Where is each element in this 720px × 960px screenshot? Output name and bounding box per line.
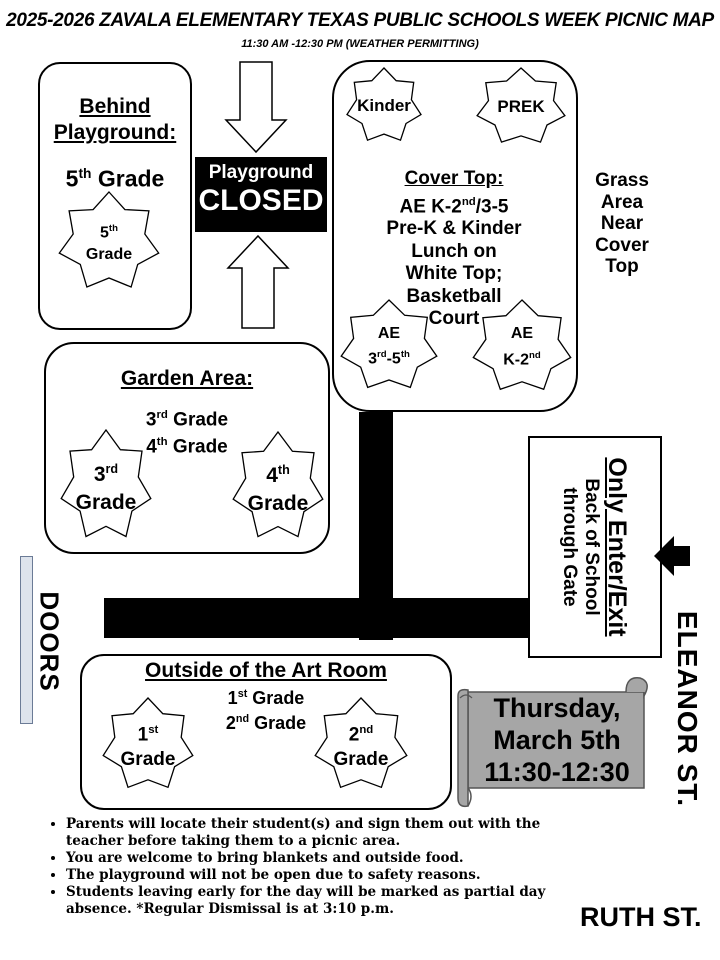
grass-line4: Cover bbox=[595, 234, 649, 256]
entrance-line2: Back of School bbox=[581, 478, 602, 616]
fifth-grade-num: 5 bbox=[65, 165, 79, 192]
behind-playground-heading-2: Playground: bbox=[53, 121, 177, 144]
art-g2-num: 2 bbox=[225, 713, 236, 733]
fifth-grade-label bbox=[40, 162, 190, 191]
event-date-text bbox=[470, 692, 644, 788]
cover-top-grades bbox=[350, 191, 558, 219]
star1-num: 1 bbox=[137, 724, 149, 746]
ae1-top: AE bbox=[377, 324, 401, 342]
grass-line3: Near bbox=[600, 213, 644, 234]
entrance-line3: through Gate bbox=[559, 487, 580, 607]
star2-word: Grade bbox=[333, 749, 389, 771]
star4-num: 4 bbox=[266, 464, 278, 487]
cover-top-grades-a: AE K-2 bbox=[399, 195, 462, 217]
path-horizontal bbox=[104, 598, 530, 638]
playground-closed-sign bbox=[195, 157, 327, 232]
garden-g3-num: 3 bbox=[145, 409, 157, 431]
fifth-grade-sup: th bbox=[78, 166, 92, 181]
cover-top-heading: Cover Top: bbox=[404, 168, 504, 189]
entrance-line1: Only Enter/Exit bbox=[603, 457, 631, 637]
garden-g4-sup: th bbox=[156, 436, 168, 449]
ae1-sup2: th bbox=[400, 348, 410, 360]
entrance-sign bbox=[528, 436, 662, 658]
grass-line5: Top bbox=[605, 256, 639, 277]
ae2-sup: nd bbox=[529, 349, 541, 361]
eleanor-st-label: ELEANOR ST. bbox=[672, 610, 703, 808]
note-item: • You are welcome to bring blankets and outside food. bbox=[66, 850, 586, 867]
ae-3-5-star bbox=[338, 298, 440, 394]
cover-top-grades-b: /3-5 bbox=[475, 195, 509, 217]
notes-list bbox=[40, 816, 586, 918]
star2-num: 2 bbox=[348, 724, 360, 746]
star2-sup: nd bbox=[359, 723, 374, 736]
map-subtitle: 11:30 AM -12:30 PM (WEATHER PERMITTING) bbox=[241, 38, 479, 50]
cover-top-line5: White Top; bbox=[405, 263, 503, 285]
art-g1-sup: st bbox=[237, 688, 248, 700]
cover-top-line6: Basketball bbox=[406, 285, 502, 307]
prek-star-label: PREK bbox=[497, 97, 545, 116]
arrow-down-icon bbox=[222, 60, 290, 155]
note-item: • The playground will not be open due to safety reasons. bbox=[66, 867, 586, 884]
garden-heading: Garden Area: bbox=[120, 367, 254, 390]
closed-label: CLOSED bbox=[198, 184, 324, 217]
star4-word: Grade bbox=[247, 492, 309, 515]
art-g2-sup: nd bbox=[235, 713, 250, 725]
ae1-b: -5 bbox=[386, 350, 401, 368]
star3-sup: rd bbox=[105, 462, 119, 476]
cover-top-line7: Court bbox=[428, 308, 480, 330]
map-title: 2025-2026 ZAVALA ELEMENTARY TEXAS PUBLIC SCHOOLS WEEK PICNIC MAP bbox=[6, 10, 714, 31]
star5-word: Grade bbox=[85, 246, 133, 264]
cover-top-grades-sup: nd bbox=[461, 195, 476, 208]
behind-playground-heading-1: Behind bbox=[79, 95, 151, 118]
star3-word: Grade bbox=[75, 491, 137, 514]
kinder-star bbox=[344, 66, 424, 146]
grass-line1: Grass bbox=[595, 170, 649, 191]
garden-g3-sup: rd bbox=[156, 409, 168, 421]
ae2-a: K-2 bbox=[503, 351, 530, 369]
ae-k-2-star bbox=[470, 298, 574, 396]
fifth-grade-word: Grade bbox=[91, 165, 165, 192]
doors-label: DOORS bbox=[34, 591, 65, 692]
star5-num: 5 bbox=[100, 224, 109, 242]
garden-g4-num: 4 bbox=[146, 436, 157, 458]
ae2-top: AE bbox=[510, 324, 534, 342]
star4-sup: th bbox=[277, 463, 290, 477]
playground-label: Playground bbox=[208, 162, 314, 183]
prek-star bbox=[474, 66, 568, 148]
event-date: March 5th bbox=[493, 725, 621, 755]
art-room-heading: Outside of the Art Room bbox=[145, 659, 387, 682]
art-g1-word: Grade bbox=[247, 688, 305, 708]
ruth-st-label: RUTH ST. bbox=[580, 902, 702, 932]
grass-line2: Area bbox=[600, 191, 644, 213]
entrance-text bbox=[558, 442, 632, 652]
ae1-sup1: rd bbox=[377, 348, 387, 360]
star1-word: Grade bbox=[120, 749, 176, 771]
star1-sup: st bbox=[148, 723, 159, 736]
star3-num: 3 bbox=[93, 463, 106, 486]
third-grade-star bbox=[58, 428, 154, 544]
garden-g4-word: Grade bbox=[167, 436, 228, 458]
arrow-left-icon bbox=[652, 534, 692, 578]
cover-top-line3: Pre-K & Kinder bbox=[386, 218, 522, 240]
art-g2-word: Grade bbox=[249, 713, 307, 733]
garden-g3-word: Grade bbox=[167, 409, 229, 431]
fourth-grade-star bbox=[230, 430, 326, 544]
first-grade-star bbox=[100, 696, 196, 794]
fifth-grade-star bbox=[56, 190, 162, 294]
grass-area-label bbox=[584, 170, 660, 278]
note-item: • Parents will locate their student(s) and sign them out with the teacher before taking them to a picnic area. bbox=[66, 816, 586, 850]
arrow-up-icon bbox=[224, 234, 292, 330]
second-grade-star bbox=[312, 696, 410, 794]
note-item: • Students leaving early for the day will be marked as partial day absence. *Regular Dismissal is at 3:10 p.m. bbox=[66, 884, 586, 918]
doors-bar bbox=[20, 556, 33, 724]
cover-top-line4: Lunch on bbox=[411, 240, 497, 262]
star5-sup: th bbox=[108, 222, 118, 234]
event-time: 11:30-12:30 bbox=[484, 757, 630, 787]
event-day: Thursday, bbox=[493, 693, 621, 723]
ae1-a: 3 bbox=[368, 350, 377, 368]
art-g1-num: 1 bbox=[227, 688, 238, 708]
kinder-star-label: Kinder bbox=[357, 96, 411, 115]
